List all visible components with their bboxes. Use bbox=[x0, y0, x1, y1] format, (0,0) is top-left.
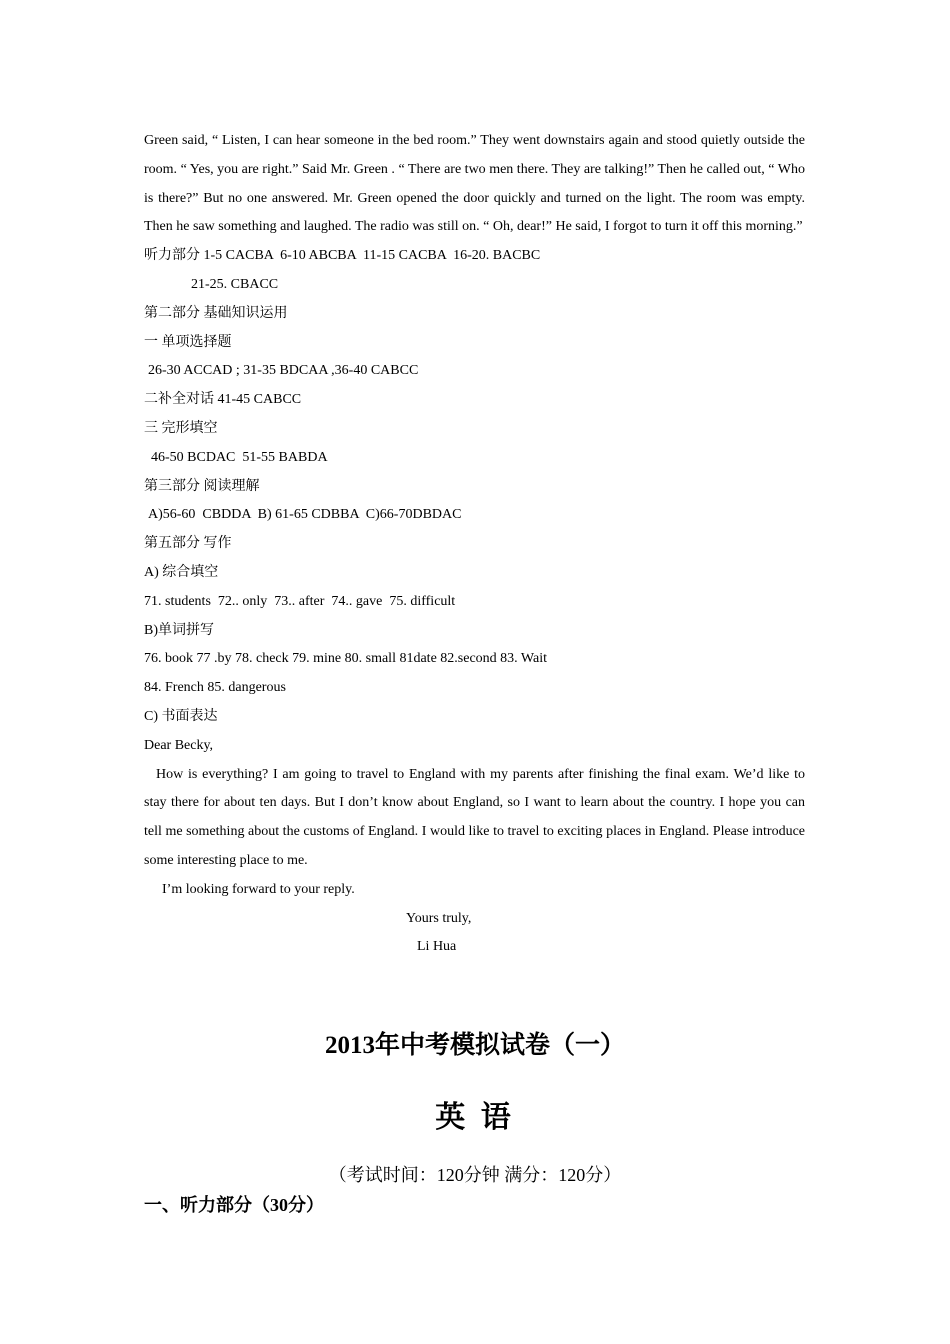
dialogue-answers: 二补全对话 41-45 CABCC bbox=[144, 392, 302, 408]
exam-info: （考试时间：120分钟 满分：120分） bbox=[328, 1165, 622, 1185]
section-listening-heading: 一、听力部分（30分） bbox=[144, 1195, 324, 1215]
part3-heading: 第三部分 阅读理解 bbox=[144, 478, 260, 494]
cloze-answers: 46-50 BCDAC 51-55 BABDA bbox=[151, 449, 328, 465]
spelling-answers-line1: 76. book 77 .by 78. check 79. mine 80. small 81date 82.second 83. Wait bbox=[144, 651, 547, 667]
letter-closing-line: I’m looking forward to your reply. bbox=[162, 881, 355, 897]
exam-title: 2013年中考模拟试卷（一） bbox=[324, 1032, 625, 1059]
single-choice-heading: 一 单项选择题 bbox=[144, 334, 232, 350]
part5-heading: 第五部分 写作 bbox=[144, 536, 232, 552]
cloze-heading: 三 完形填空 bbox=[144, 420, 218, 436]
answer-key-content bbox=[144, 127, 805, 962]
letter-signature: Li Hua bbox=[417, 939, 457, 955]
letter-greeting: Dear Becky, bbox=[144, 737, 214, 753]
fill-answers: 71. students 72.. only 73.. after 74.. gave 75. difficult bbox=[144, 593, 456, 609]
letter-body: How is everything? I am going to travel to England with my parents after finishing the final exam. We’d like to stay there for about ten days. But I don’t know about England, so I want to learn about the country. I hope you can tell me something about the customs of England. I would like to travel to exciting places in England. Please introduce some interesting place to me. bbox=[144, 766, 805, 868]
fill-heading: A) 综合填空 bbox=[144, 564, 219, 580]
listening-answers-line2: 21-25. CBACC bbox=[191, 276, 279, 292]
listening-answers-line1: 听力部分 1-5 CACBA 6-10 ABCBA 11-15 CACBA 16-20. BACBC bbox=[144, 248, 541, 264]
exam-subject: 英 语 bbox=[435, 1101, 515, 1134]
spelling-answers-line2: 84. French 85. dangerous bbox=[144, 680, 286, 696]
single-choice-answers: 26-30 ACCAD ; 31-35 BDCAA ,36-40 CABCC bbox=[148, 363, 419, 379]
spelling-heading: B)单词拼写 bbox=[144, 622, 214, 638]
letter-sign-off: Yours truly, bbox=[406, 910, 472, 926]
story-paragraph: Green said, “ Listen, I can hear someone in the bed room.” They went downstairs again and stood quietly outside the room. “ Yes, you are right.” Said Mr. Green . “ There are two men there. They are talking!” Then he called out, “ Who is there?” But no one answered. Mr. Green opened the door quickly and turned on the light. The room was empty. Then he saw something and laughed. The radio was still on. “ Oh, dear!” He said, I forgot to turn it off this morning.” bbox=[144, 133, 805, 235]
part2-heading: 第二部分 基础知识运用 bbox=[144, 305, 288, 321]
reading-answers: A)56-60 CBDDA B) 61-65 CDBBA C)66-70DBDAC bbox=[148, 507, 462, 523]
writing-heading: C) 书面表达 bbox=[144, 708, 218, 724]
